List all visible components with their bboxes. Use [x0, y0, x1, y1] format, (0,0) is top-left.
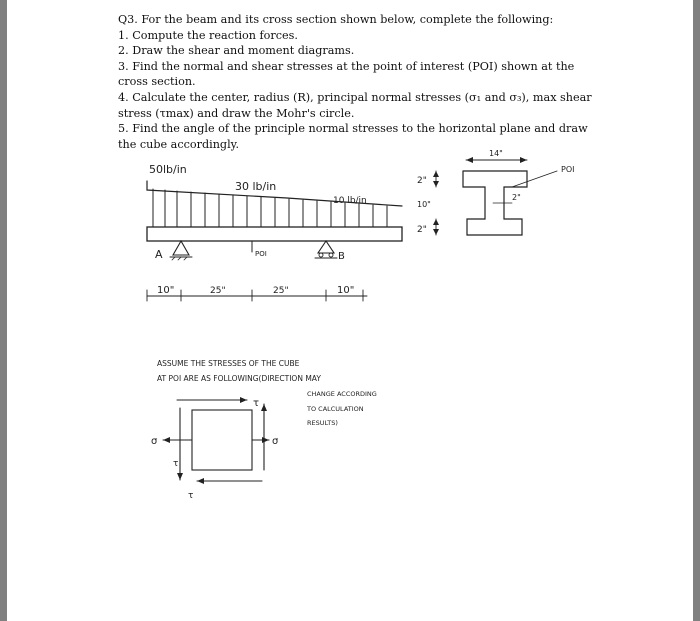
support-a — [173, 241, 189, 255]
cube-tau-bottom: τ — [188, 491, 194, 501]
beam-dim-2: 25" — [210, 286, 226, 296]
cube-note-line-5: RESULTS) — [307, 419, 338, 427]
bottom-flange-label: 2" — [417, 225, 427, 235]
load-arrows — [153, 189, 387, 227]
stress-element — [192, 410, 252, 470]
section-poi-label: POI — [561, 165, 575, 174]
cube-tau-left: τ — [173, 459, 179, 469]
cross-section — [433, 157, 557, 235]
cube-note-line-2: AT POI ARE AS FOLLOWING(DIRECTION MAY — [157, 374, 321, 383]
question-item-5-cont: the cube accordingly. — [118, 137, 240, 151]
question-item-4: 4. Calculate the center, radius (R), principal normal stresses (σ₁ and σ₃), max shear — [118, 90, 592, 104]
question-item-1: 1. Compute the reaction forces. — [118, 28, 298, 42]
cube-sigma-right: σ — [272, 436, 279, 447]
question-item-3-cont: cross section. — [118, 75, 196, 89]
load-label-mid: 30 lb/in — [235, 180, 277, 193]
top-flange-label: 2" — [417, 176, 427, 186]
beam-dim-1: 10" — [157, 285, 175, 296]
cube-sigma-left: σ — [151, 436, 158, 447]
cube-tau-top: τ — [253, 398, 260, 409]
web-height-label: 10" — [417, 200, 431, 209]
section-width-label: 14" — [489, 149, 503, 158]
document-page — [7, 0, 693, 621]
question-item-3: 3. Find the normal and shear stresses at the point of interest (POI) shown at the — [118, 59, 575, 73]
stress-cube — [163, 397, 269, 484]
question-item-4-cont: stress (τmax) and draw the Mohr's circle. — [118, 106, 355, 120]
support-a-label: A — [155, 248, 163, 261]
figures — [7, 0, 693, 621]
web-thickness-label: 2" — [512, 193, 521, 202]
question-title: Q3. For the beam and its cross section shown below, complete the following: — [118, 13, 554, 26]
beam-body — [147, 227, 402, 241]
cube-note-line-1: ASSUME THE STRESSES OF THE CUBE — [157, 359, 300, 368]
question-item-2: 2. Draw the shear and moment diagrams. — [118, 44, 355, 58]
question-item-5: 5. Find the angle of the principle normal stresses to the horizontal plane and draw — [118, 122, 588, 136]
cube-note-line-3: CHANGE ACCORDING — [307, 390, 377, 398]
poi-label-beam: POI — [255, 250, 267, 258]
load-label-right: 10 lb/in — [333, 196, 367, 206]
support-b — [318, 241, 334, 253]
cube-note-line-4: TO CALCULATION — [307, 405, 364, 413]
poi-leader — [512, 171, 557, 187]
beam-dim-4: 10" — [337, 285, 355, 296]
support-b-label: B — [338, 251, 345, 262]
beam-dim-3: 25" — [273, 286, 289, 296]
load-label-left: 50lb/in — [149, 163, 187, 176]
